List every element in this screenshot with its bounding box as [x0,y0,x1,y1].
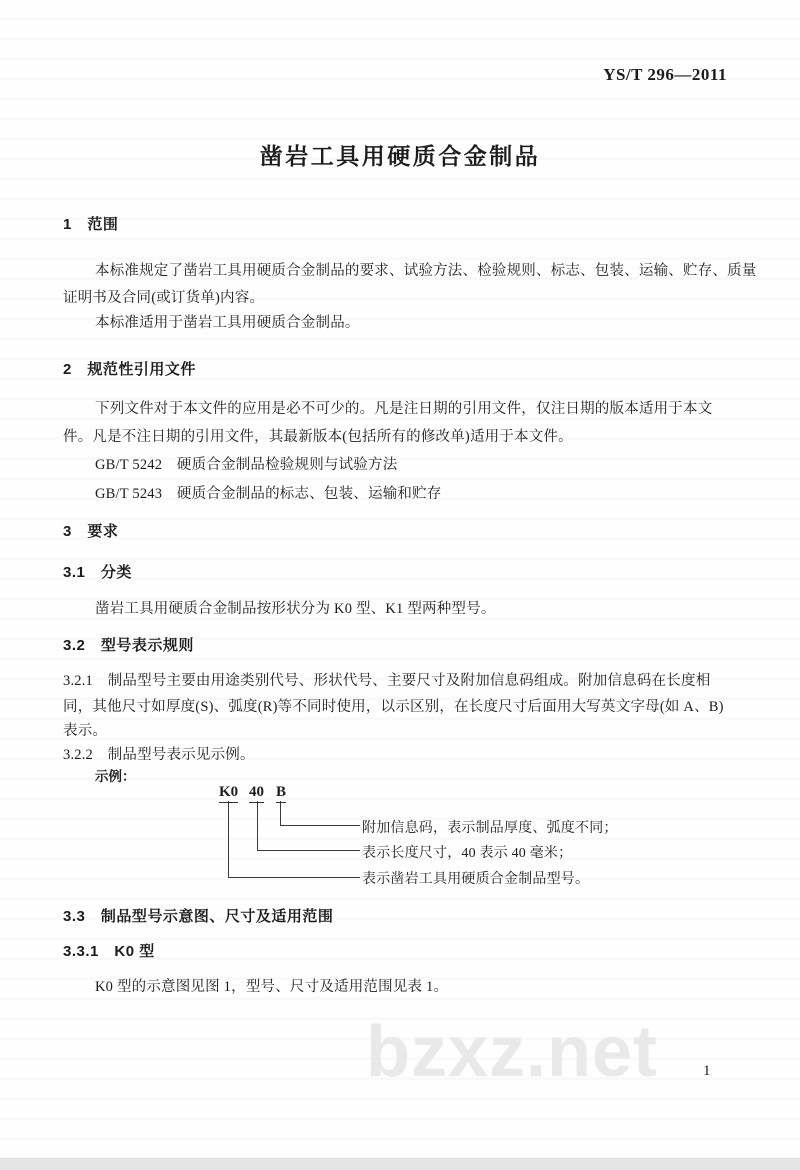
section-3-2-heading: 3.2 型号表示规则 [63,637,194,654]
section-1-heading: 1 范围 [63,216,119,233]
callout-line-k0 [228,877,360,878]
section-3-1-heading: 3.1 分类 [63,564,132,581]
normative-reference: GB/T 5242 硬质合金制品检验规则与试验方法 [95,457,398,473]
example-label: 示例： [95,769,136,784]
scan-bottom-edge [0,1158,800,1170]
callout-line-b [280,825,360,826]
section-3-2-1-line: 3.2.1 制品型号主要由用途类别代号、形状代号、主要尺寸及附加信息码组成。附加信息码在长度相 [63,673,711,689]
standard-number: YS/T 296—2011 [603,65,727,84]
section-3-3-1-paragraph-line: K0 型的示意图见图 1，型号、尺寸及适用范围见表 1。 [95,979,449,995]
site-watermark: bzxz.net [366,1012,659,1092]
callout-text-length: 表示长度尺寸，40 表示 40 毫米； [362,846,573,861]
section-1-paragraph-line: 本标准适用于凿岩工具用硬质合金制品。 [95,315,360,331]
section-1-paragraph-line: 本标准规定了凿岩工具用硬质合金制品的要求、试验方法、检验规则、标志、包装、运输、贮存、质量 [95,263,757,279]
section-3-3-heading: 3.3 制品型号示意图、尺寸及适用范围 [63,908,334,925]
callout-text-additional-code: 附加信息码，表示制品厚度、弧度不同； [362,821,618,836]
callout-text-model: 表示凿岩工具用硬质合金制品型号。 [362,872,590,887]
section-3-2-1-line: 表示。 [63,723,108,739]
callout-line-40 [257,801,258,850]
callout-line-k0 [228,801,229,877]
model-code-k0: K0 [219,784,238,803]
section-3-2-2-line: 3.2.2 制品型号表示见示例。 [63,747,255,763]
model-code-b: B [276,784,286,803]
section-2-paragraph-line: 下列文件对于本文件的应用是必不可少的。凡是注日期的引用文件，仅注日期的版本适用于本文 [95,401,713,417]
normative-reference: GB/T 5243 硬质合金制品的标志、包装、运输和贮存 [95,486,442,502]
section-2-heading: 2 规范性引用文件 [63,361,196,378]
section-3-heading: 3 要求 [63,523,119,540]
page-number: 1 [703,1063,711,1079]
section-1-paragraph-line: 证明书及合同(或订货单)内容。 [63,290,265,306]
document-title: 凿岩工具用硬质合金制品 [259,143,541,169]
callout-line-40 [257,850,360,851]
section-3-3-1-heading: 3.3.1 K0 型 [63,943,155,960]
section-3-1-paragraph-line: 凿岩工具用硬质合金制品按形状分为 K0 型、K1 型两种型号。 [95,601,496,617]
callout-line-b [280,801,281,825]
model-code-40: 40 [249,784,264,803]
section-3-2-1-line: 同，其他尺寸如厚度(S)、弧度(R)等不同时使用，以示区别，在长度尺寸后面用大写英文字母(如 A、B) [63,699,724,715]
section-2-paragraph-line: 件。凡是不注日期的引用文件，其最新版本(包括所有的修改单)适用于本文件。 [63,429,573,445]
